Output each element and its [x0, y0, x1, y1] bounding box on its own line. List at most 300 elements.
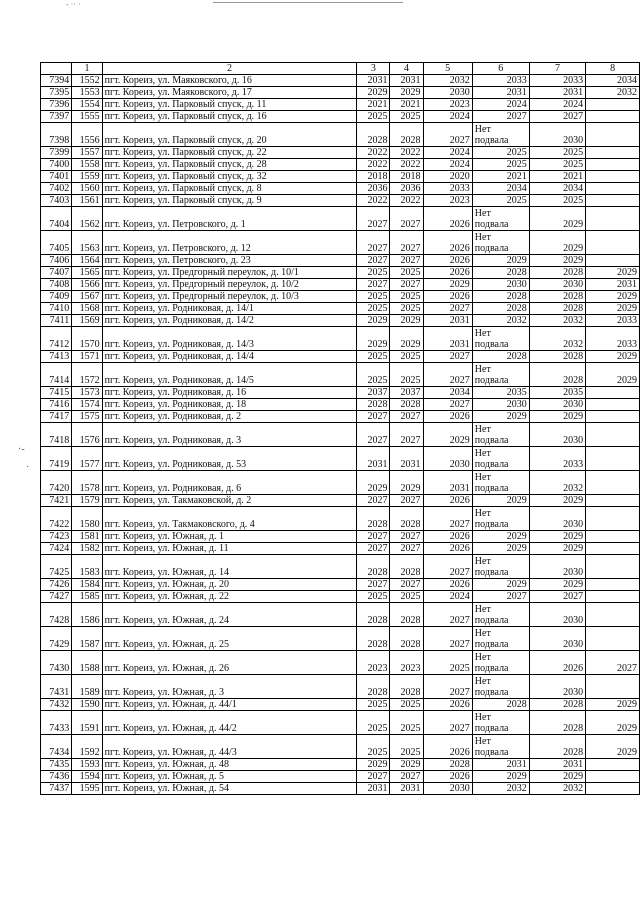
- year-col6-cell: 2025: [472, 195, 529, 207]
- year-col5-cell: 2024: [423, 147, 472, 159]
- no-basement-cell: Нет подвала: [472, 327, 529, 351]
- year-col7-cell: 2030: [529, 603, 585, 627]
- address-cell: пгт. Кореиз, ул. Маяковского, д. 17: [102, 87, 357, 99]
- record-id-cell: 1565: [72, 267, 102, 279]
- year-col3-cell: 2027: [357, 411, 390, 423]
- year-col5-cell: 2026: [423, 255, 472, 267]
- record-id-cell: 1578: [72, 471, 102, 495]
- year-col6-cell: 2030: [472, 279, 529, 291]
- table-row: [41, 123, 640, 147]
- year-col5-cell: 2027: [423, 627, 472, 651]
- year-col5-cell: 2034: [423, 387, 472, 399]
- year-col8-cell: [586, 603, 640, 627]
- table-row: [41, 303, 640, 315]
- record-id-cell: 1564: [72, 255, 102, 267]
- year-col3-cell: 2025: [357, 591, 390, 603]
- year-col3-cell: 2027: [357, 255, 390, 267]
- year-col5-cell: 2026: [423, 267, 472, 279]
- row-number-cell: 7402: [41, 183, 72, 195]
- year-col6-cell: 2031: [472, 87, 529, 99]
- no-basement-cell: Нет подвала: [472, 447, 529, 471]
- year-col3-cell: 2036: [357, 183, 390, 195]
- table-row: [41, 603, 640, 627]
- address-cell: пгт. Кореиз, ул. Родниковая, д. 14/1: [102, 303, 357, 315]
- year-col8-cell: [586, 99, 640, 111]
- year-col4-cell: 2027: [390, 495, 423, 507]
- row-number-cell: 7415: [41, 387, 72, 399]
- year-col7-cell: 2028: [529, 291, 585, 303]
- year-col4-cell: 2027: [390, 579, 423, 591]
- scan-artifact: ·: [26, 462, 30, 473]
- year-col5-cell: 2031: [423, 327, 472, 351]
- year-col4-cell: 2022: [390, 195, 423, 207]
- row-number-cell: 7417: [41, 411, 72, 423]
- row-number-cell: 7418: [41, 423, 72, 447]
- address-cell: пгт. Кореиз, ул. Родниковая, д. 3: [102, 423, 357, 447]
- year-col6-cell: 2028: [472, 699, 529, 711]
- row-number-cell: 7407: [41, 267, 72, 279]
- year-col7-cell: 2030: [529, 555, 585, 579]
- year-col8-cell: [586, 471, 640, 495]
- year-col4-cell: 2027: [390, 771, 423, 783]
- table-row: [41, 327, 640, 351]
- row-number-cell: 7432: [41, 699, 72, 711]
- address-cell: пгт. Кореиз, ул. Южная, д. 44/2: [102, 711, 357, 735]
- year-col3-cell: 2029: [357, 471, 390, 495]
- year-col5-cell: 2033: [423, 183, 472, 195]
- address-cell: пгт. Кореиз, ул. Парковый спуск, д. 22: [102, 147, 357, 159]
- address-cell: пгт. Кореиз, ул. Южная, д. 5: [102, 771, 357, 783]
- address-cell: пгт. Кореиз, ул. Родниковая, д. 14/4: [102, 351, 357, 363]
- year-col3-cell: 2028: [357, 603, 390, 627]
- year-col8-cell: [586, 555, 640, 579]
- record-id-cell: 1568: [72, 303, 102, 315]
- year-col4-cell: 2025: [390, 111, 423, 123]
- record-id-cell: 1586: [72, 603, 102, 627]
- year-col5-cell: 2031: [423, 471, 472, 495]
- year-col7-cell: 2029: [529, 543, 585, 555]
- address-cell: пгт. Кореиз, ул. Южная, д. 11: [102, 543, 357, 555]
- row-number-cell: 7426: [41, 579, 72, 591]
- year-col7-cell: 2029: [529, 495, 585, 507]
- year-col6-cell: 2025: [472, 159, 529, 171]
- record-id-cell: 1579: [72, 495, 102, 507]
- year-col8-cell: [586, 447, 640, 471]
- year-col3-cell: 2028: [357, 507, 390, 531]
- table-row: [41, 363, 640, 387]
- table-row: [41, 675, 640, 699]
- year-col3-cell: 2027: [357, 231, 390, 255]
- record-id-cell: 1557: [72, 147, 102, 159]
- address-cell: пгт. Кореиз, ул. Предгорный переулок, д. 10/3: [102, 291, 357, 303]
- year-col3-cell: 2022: [357, 147, 390, 159]
- year-col7-cell: 2033: [529, 75, 585, 87]
- table-row: [41, 447, 640, 471]
- year-col7-cell: 2029: [529, 411, 585, 423]
- address-cell: пгт. Кореиз, ул. Южная, д. 25: [102, 627, 357, 651]
- year-col4-cell: 2031: [390, 447, 423, 471]
- year-col6-cell: 2027: [472, 591, 529, 603]
- year-col7-cell: 2028: [529, 711, 585, 735]
- year-col3-cell: 2025: [357, 363, 390, 387]
- year-col5-cell: 2030: [423, 447, 472, 471]
- year-col5-cell: 2027: [423, 555, 472, 579]
- year-col4-cell: 2031: [390, 75, 423, 87]
- year-col3-cell: 2027: [357, 531, 390, 543]
- no-basement-cell: Нет подвала: [472, 675, 529, 699]
- no-basement-cell: Нет подвала: [472, 711, 529, 735]
- address-cell: пгт. Кореиз, ул. Такмаковской, д. 2: [102, 495, 357, 507]
- year-col8-cell: [586, 759, 640, 771]
- year-col4-cell: 2028: [390, 603, 423, 627]
- row-number-cell: 7435: [41, 759, 72, 771]
- year-col4-cell: 2027: [390, 543, 423, 555]
- row-number-cell: 7399: [41, 147, 72, 159]
- year-col5-cell: 2032: [423, 75, 472, 87]
- address-cell: пгт. Кореиз, ул. Южная, д. 1: [102, 531, 357, 543]
- year-col4-cell: 2031: [390, 783, 423, 795]
- record-id-cell: 1566: [72, 279, 102, 291]
- year-col3-cell: 2029: [357, 759, 390, 771]
- table-row: [41, 267, 640, 279]
- year-col7-cell: 2031: [529, 759, 585, 771]
- row-number-cell: 7410: [41, 303, 72, 315]
- record-id-cell: 1595: [72, 783, 102, 795]
- address-cell: пгт. Кореиз, ул. Маяковского, д. 16: [102, 75, 357, 87]
- year-col7-cell: 2029: [529, 531, 585, 543]
- year-col3-cell: 2028: [357, 627, 390, 651]
- year-col4-cell: 2022: [390, 159, 423, 171]
- year-col7-cell: 2028: [529, 735, 585, 759]
- year-col4-cell: 2028: [390, 123, 423, 147]
- year-col4-cell: 2025: [390, 351, 423, 363]
- table-row: [41, 87, 640, 99]
- year-col7-cell: 2034: [529, 183, 585, 195]
- year-col8-cell: 2031: [586, 279, 640, 291]
- record-id-cell: 1581: [72, 531, 102, 543]
- year-col3-cell: 2028: [357, 675, 390, 699]
- year-col7-cell: 2030: [529, 675, 585, 699]
- address-cell: пгт. Кореиз, ул. Южная, д. 26: [102, 651, 357, 675]
- table-row: [41, 531, 640, 543]
- table-row: [41, 735, 640, 759]
- address-cell: пгт. Кореиз, ул. Парковый спуск, д. 11: [102, 99, 357, 111]
- row-number-cell: 7436: [41, 771, 72, 783]
- record-id-cell: 1594: [72, 771, 102, 783]
- record-id-cell: 1570: [72, 327, 102, 351]
- row-number-cell: 7409: [41, 291, 72, 303]
- column-header: 4: [390, 63, 423, 75]
- scan-artifact: ‐ ·· ·: [66, 0, 81, 9]
- year-col6-cell: 2034: [472, 183, 529, 195]
- year-col8-cell: 2033: [586, 327, 640, 351]
- year-col3-cell: 2029: [357, 327, 390, 351]
- year-col4-cell: 2028: [390, 627, 423, 651]
- year-col8-cell: [586, 183, 640, 195]
- record-id-cell: 1562: [72, 207, 102, 231]
- year-col6-cell: 2024: [472, 99, 529, 111]
- row-number-cell: 7428: [41, 603, 72, 627]
- record-id-cell: 1574: [72, 399, 102, 411]
- record-id-cell: 1580: [72, 507, 102, 531]
- row-number-cell: 7405: [41, 231, 72, 255]
- year-col4-cell: 2027: [390, 531, 423, 543]
- year-col5-cell: 2024: [423, 159, 472, 171]
- year-col3-cell: 2027: [357, 423, 390, 447]
- year-col6-cell: 2029: [472, 771, 529, 783]
- row-number-cell: 7434: [41, 735, 72, 759]
- record-id-cell: 1563: [72, 231, 102, 255]
- year-col3-cell: 2027: [357, 771, 390, 783]
- year-col8-cell: [586, 783, 640, 795]
- record-id-cell: 1590: [72, 699, 102, 711]
- year-col7-cell: 2030: [529, 507, 585, 531]
- year-col3-cell: 2025: [357, 711, 390, 735]
- year-col8-cell: [586, 675, 640, 699]
- year-col4-cell: 2027: [390, 255, 423, 267]
- year-col6-cell: 2030: [472, 399, 529, 411]
- record-id-cell: 1575: [72, 411, 102, 423]
- year-col3-cell: 2027: [357, 279, 390, 291]
- row-number-cell: 7411: [41, 315, 72, 327]
- year-col8-cell: [586, 399, 640, 411]
- year-col4-cell: 2025: [390, 291, 423, 303]
- address-cell: пгт. Кореиз, ул. Южная, д. 24: [102, 603, 357, 627]
- year-col3-cell: 2031: [357, 783, 390, 795]
- record-id-cell: 1584: [72, 579, 102, 591]
- year-col8-cell: 2029: [586, 363, 640, 387]
- row-number-cell: 7404: [41, 207, 72, 231]
- year-col3-cell: 2021: [357, 99, 390, 111]
- year-col5-cell: 2026: [423, 207, 472, 231]
- address-cell: пгт. Кореиз, ул. Парковый спуск, д. 20: [102, 123, 357, 147]
- table-row: [41, 195, 640, 207]
- table-row: [41, 627, 640, 651]
- year-col8-cell: [586, 411, 640, 423]
- year-col7-cell: 2029: [529, 771, 585, 783]
- year-col5-cell: 2027: [423, 351, 472, 363]
- year-col7-cell: 2030: [529, 399, 585, 411]
- table-row: [41, 411, 640, 423]
- table-row: [41, 207, 640, 231]
- year-col5-cell: 2024: [423, 111, 472, 123]
- row-number-cell: 7427: [41, 591, 72, 603]
- row-number-cell: 7408: [41, 279, 72, 291]
- table-row: [41, 495, 640, 507]
- table-row: [41, 711, 640, 735]
- table-row: [41, 99, 640, 111]
- year-col5-cell: 2026: [423, 531, 472, 543]
- record-id-cell: 1593: [72, 759, 102, 771]
- record-id-cell: 1577: [72, 447, 102, 471]
- table-row: [41, 183, 640, 195]
- address-cell: пгт. Кореиз, ул. Предгорный переулок, д. 10/1: [102, 267, 357, 279]
- year-col7-cell: 2029: [529, 255, 585, 267]
- address-cell: пгт. Кореиз, ул. Южная, д. 22: [102, 591, 357, 603]
- no-basement-cell: Нет подвала: [472, 207, 529, 231]
- year-col3-cell: 2025: [357, 267, 390, 279]
- record-id-cell: 1556: [72, 123, 102, 147]
- address-cell: пгт. Кореиз, ул. Родниковая, д. 2: [102, 411, 357, 423]
- year-col3-cell: 2037: [357, 387, 390, 399]
- year-col8-cell: [586, 123, 640, 147]
- year-col7-cell: 2030: [529, 423, 585, 447]
- record-id-cell: 1559: [72, 171, 102, 183]
- row-number-cell: 7431: [41, 675, 72, 699]
- scan-top-line: [213, 2, 403, 3]
- table-row: [41, 579, 640, 591]
- scan-artifact: ·‐: [18, 444, 25, 455]
- table-row: [41, 279, 640, 291]
- year-col3-cell: 2018: [357, 171, 390, 183]
- record-id-cell: 1589: [72, 675, 102, 699]
- year-col8-cell: 2033: [586, 315, 640, 327]
- year-col3-cell: 2025: [357, 735, 390, 759]
- address-cell: пгт. Кореиз, ул. Парковый спуск, д. 28: [102, 159, 357, 171]
- year-col5-cell: 2027: [423, 711, 472, 735]
- address-cell: пгт. Кореиз, ул. Южная, д. 44/1: [102, 699, 357, 711]
- year-col8-cell: [586, 207, 640, 231]
- table-row: [41, 507, 640, 531]
- column-header: 6: [472, 63, 529, 75]
- year-col8-cell: [586, 231, 640, 255]
- no-basement-cell: Нет подвала: [472, 123, 529, 147]
- year-col8-cell: 2029: [586, 267, 640, 279]
- year-col5-cell: 2024: [423, 591, 472, 603]
- column-header-row: [41, 63, 640, 75]
- table-row: [41, 255, 640, 267]
- row-number-cell: 7422: [41, 507, 72, 531]
- year-col5-cell: 2029: [423, 279, 472, 291]
- year-col7-cell: 2032: [529, 315, 585, 327]
- year-col5-cell: 2027: [423, 603, 472, 627]
- year-col5-cell: 2027: [423, 363, 472, 387]
- row-number-cell: 7420: [41, 471, 72, 495]
- year-col7-cell: 2029: [529, 207, 585, 231]
- year-col3-cell: 2029: [357, 315, 390, 327]
- year-col8-cell: 2034: [586, 75, 640, 87]
- address-cell: пгт. Кореиз, ул. Парковый спуск, д. 32: [102, 171, 357, 183]
- year-col7-cell: 2028: [529, 303, 585, 315]
- no-basement-cell: Нет подвала: [472, 627, 529, 651]
- table-row: [41, 387, 640, 399]
- year-col3-cell: 2029: [357, 87, 390, 99]
- table-row: [41, 759, 640, 771]
- year-col6-cell: 2025: [472, 147, 529, 159]
- year-col3-cell: 2031: [357, 75, 390, 87]
- record-id-cell: 1588: [72, 651, 102, 675]
- year-col8-cell: 2029: [586, 699, 640, 711]
- year-col5-cell: 2023: [423, 195, 472, 207]
- record-id-cell: 1587: [72, 627, 102, 651]
- year-col4-cell: 2029: [390, 327, 423, 351]
- record-id-cell: 1554: [72, 99, 102, 111]
- year-col4-cell: 2029: [390, 759, 423, 771]
- table-row: [41, 423, 640, 447]
- year-col3-cell: 2025: [357, 351, 390, 363]
- year-col7-cell: 2030: [529, 627, 585, 651]
- row-number-cell: 7423: [41, 531, 72, 543]
- year-col8-cell: [586, 579, 640, 591]
- year-col5-cell: 2026: [423, 771, 472, 783]
- year-col4-cell: 2028: [390, 675, 423, 699]
- record-id-cell: 1571: [72, 351, 102, 363]
- row-number-cell: 7433: [41, 711, 72, 735]
- year-col4-cell: 2025: [390, 711, 423, 735]
- column-header: 1: [72, 63, 102, 75]
- table-row: [41, 471, 640, 495]
- year-col7-cell: 2028: [529, 267, 585, 279]
- address-cell: пгт. Кореиз, ул. Петровского, д. 1: [102, 207, 357, 231]
- year-col4-cell: 2029: [390, 87, 423, 99]
- year-col7-cell: 2030: [529, 123, 585, 147]
- year-col4-cell: 2027: [390, 411, 423, 423]
- year-col7-cell: 2021: [529, 171, 585, 183]
- year-col7-cell: 2032: [529, 327, 585, 351]
- year-col4-cell: 2027: [390, 207, 423, 231]
- record-id-cell: 1569: [72, 315, 102, 327]
- no-basement-cell: Нет подвала: [472, 363, 529, 387]
- address-cell: пгт. Кореиз, ул. Петровского, д. 23: [102, 255, 357, 267]
- year-col7-cell: 2026: [529, 651, 585, 675]
- column-header: 3: [357, 63, 390, 75]
- year-col6-cell: 2031: [472, 759, 529, 771]
- record-id-cell: 1573: [72, 387, 102, 399]
- row-number-cell: 7414: [41, 363, 72, 387]
- year-col7-cell: 2027: [529, 591, 585, 603]
- year-col7-cell: 2032: [529, 471, 585, 495]
- year-col4-cell: 2021: [390, 99, 423, 111]
- table-row: [41, 147, 640, 159]
- no-basement-cell: Нет подвала: [472, 603, 529, 627]
- year-col4-cell: 2029: [390, 471, 423, 495]
- year-col3-cell: 2031: [357, 447, 390, 471]
- row-number-cell: 7398: [41, 123, 72, 147]
- row-number-cell: 7394: [41, 75, 72, 87]
- row-number-cell: 7403: [41, 195, 72, 207]
- row-number-cell: 7395: [41, 87, 72, 99]
- table-row: [41, 783, 640, 795]
- year-col6-cell: 2028: [472, 303, 529, 315]
- year-col4-cell: 2025: [390, 699, 423, 711]
- record-id-cell: 1552: [72, 75, 102, 87]
- year-col8-cell: [586, 627, 640, 651]
- year-col4-cell: 2025: [390, 267, 423, 279]
- row-number-cell: 7419: [41, 447, 72, 471]
- year-col5-cell: 2026: [423, 231, 472, 255]
- year-col3-cell: 2028: [357, 555, 390, 579]
- year-col5-cell: 2026: [423, 543, 472, 555]
- year-col3-cell: 2027: [357, 543, 390, 555]
- year-col3-cell: 2022: [357, 195, 390, 207]
- year-col5-cell: 2020: [423, 171, 472, 183]
- year-col3-cell: 2025: [357, 291, 390, 303]
- year-col5-cell: 2027: [423, 303, 472, 315]
- year-col5-cell: 2031: [423, 315, 472, 327]
- year-col5-cell: 2027: [423, 507, 472, 531]
- row-number-cell: 7397: [41, 111, 72, 123]
- year-col8-cell: [586, 591, 640, 603]
- record-id-cell: 1558: [72, 159, 102, 171]
- year-col5-cell: 2026: [423, 411, 472, 423]
- address-cell: пгт. Кореиз, ул. Родниковая, д. 53: [102, 447, 357, 471]
- year-col8-cell: [586, 255, 640, 267]
- table-row: [41, 111, 640, 123]
- year-col3-cell: 2025: [357, 303, 390, 315]
- year-col5-cell: 2025: [423, 651, 472, 675]
- address-cell: пгт. Кореиз, ул. Петровского, д. 12: [102, 231, 357, 255]
- record-id-cell: 1561: [72, 195, 102, 207]
